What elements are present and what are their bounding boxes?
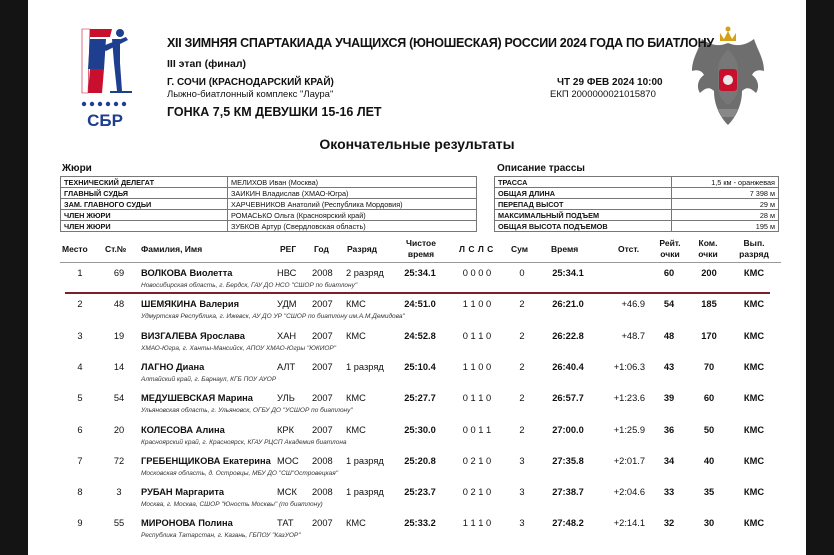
result-time: 27:35.8 bbox=[552, 455, 584, 466]
race-title: ГОНКА 7,5 КМ ДЕВУШКИ 15-16 ЛЕТ bbox=[167, 105, 382, 119]
result-rating: 43 bbox=[663, 361, 675, 372]
result-time: 27:38.7 bbox=[552, 487, 584, 498]
result-name: ВОЛКОВА Виолетта bbox=[141, 268, 233, 278]
course-value: 195 м bbox=[671, 221, 778, 232]
result-shooting: 0 2 1 0 bbox=[462, 487, 492, 498]
result-time: 26:21.0 bbox=[552, 299, 584, 310]
col-net-time-line2: время bbox=[407, 249, 435, 259]
result-shooting: 0 0 0 0 bbox=[462, 268, 492, 278]
result-place: 3 bbox=[77, 330, 83, 341]
result-net: 25:33.2 bbox=[404, 518, 436, 529]
result-shooting: 1 1 1 0 bbox=[462, 518, 492, 529]
result-place: 9 bbox=[77, 518, 83, 529]
course-value: 7 398 м bbox=[671, 188, 778, 199]
course-table bbox=[494, 176, 779, 232]
jury-row bbox=[61, 221, 477, 232]
result-team: 50 bbox=[703, 424, 715, 435]
result-team: 70 bbox=[703, 361, 715, 372]
course-key: ПЕРЕПАД ВЫСОТ bbox=[495, 199, 672, 210]
result-time: 26:57.7 bbox=[552, 393, 584, 404]
course-value: 1,5 км - оранжевая bbox=[671, 177, 778, 188]
result-behind: +1:23.6 bbox=[613, 393, 645, 404]
col-sum: Сум bbox=[511, 244, 529, 254]
result-rating: 36 bbox=[663, 424, 675, 435]
result-bib: 20 bbox=[113, 424, 125, 435]
result-club: Ульяновская область, г. Ульяновск, ОГБУ ДО "УСШОР по биатлону" bbox=[141, 407, 353, 415]
result-place: 7 bbox=[77, 455, 83, 466]
result-place: 4 bbox=[77, 361, 83, 372]
course-key: МАКСИМАЛЬНЫЙ ПОДЪЕМ bbox=[495, 210, 672, 221]
result-year: 2007 bbox=[312, 299, 333, 310]
header-divider bbox=[60, 262, 781, 263]
race-datetime: ЧТ 29 ФЕВ 2024 10:00 bbox=[557, 77, 663, 88]
result-club: Республика Татарстан, г. Казань, ГБПОУ "КазУОР" bbox=[141, 532, 301, 540]
col-time: Время bbox=[551, 244, 579, 254]
result-sum: 3 bbox=[519, 518, 525, 529]
result-bib: 54 bbox=[113, 393, 125, 404]
result-bib: 48 bbox=[113, 299, 125, 310]
col-team bbox=[695, 238, 721, 260]
result-behind: +2:04.6 bbox=[613, 487, 645, 498]
course-label: Описание трассы bbox=[497, 163, 585, 174]
result-net: 24:51.0 bbox=[404, 299, 436, 310]
result-team: 170 bbox=[701, 330, 717, 341]
result-bib: 69 bbox=[113, 268, 125, 278]
svg-text:СБР: СБР bbox=[87, 111, 123, 130]
venue-label: Лыжно-биатлонный комплекс "Лаура" bbox=[167, 89, 334, 100]
result-shooting: 0 1 1 0 bbox=[462, 393, 492, 404]
result-team: 185 bbox=[701, 299, 717, 310]
course-row bbox=[495, 188, 779, 199]
result-rating: 54 bbox=[663, 299, 675, 310]
course-row bbox=[495, 199, 779, 210]
col-result-line2: разряд bbox=[739, 249, 769, 259]
col-net-time bbox=[401, 238, 441, 260]
result-behind: +1:06.3 bbox=[613, 361, 645, 372]
result-sum: 3 bbox=[519, 455, 525, 466]
result-sum: 0 bbox=[519, 268, 525, 278]
result-rank: 1 разряд bbox=[346, 455, 384, 466]
result-bib: 55 bbox=[113, 518, 125, 529]
jury-table bbox=[60, 176, 477, 232]
course-row bbox=[495, 177, 779, 188]
jury-row bbox=[61, 188, 477, 199]
result-bib: 72 bbox=[113, 455, 125, 466]
result-net: 25:27.7 bbox=[404, 393, 436, 404]
result-bib: 19 bbox=[113, 330, 125, 341]
course-value: 29 м bbox=[671, 199, 778, 210]
jury-role: ТЕХНИЧЕСКИЙ ДЕЛЕГАТ bbox=[61, 177, 228, 188]
jury-label: Жюри bbox=[62, 163, 92, 174]
result-time: 26:22.8 bbox=[552, 330, 584, 341]
result-behind: +2:14.1 bbox=[613, 518, 645, 529]
result-year: 2007 bbox=[312, 424, 333, 435]
result-result: КМС bbox=[743, 518, 765, 529]
result-bib: 3 bbox=[116, 487, 122, 498]
result-name: ШЕМЯКИНА Валерия bbox=[141, 299, 239, 310]
result-behind: +48.7 bbox=[621, 330, 645, 341]
result-result: КМС bbox=[743, 393, 765, 404]
sbr-logo-icon bbox=[76, 25, 134, 130]
result-region: МСК bbox=[277, 487, 297, 498]
col-rank: Разряд bbox=[347, 244, 378, 254]
results-title: Окончательные результаты bbox=[319, 136, 515, 152]
col-result bbox=[737, 238, 771, 260]
result-result: КМС bbox=[743, 268, 765, 278]
result-name: РУБАН Маргарита bbox=[141, 487, 225, 498]
result-region: НВС bbox=[277, 268, 297, 278]
result-rating: 39 bbox=[663, 393, 675, 404]
event-title: XII ЗИМНЯЯ СПАРТАКИАДА УЧАЩИХСЯ (ЮНОШЕСКАЯ) РОССИИ 2024 ГОДА ПО БИАТЛОНУ bbox=[167, 36, 714, 50]
result-time: 26:40.4 bbox=[552, 361, 584, 372]
jury-row bbox=[61, 177, 477, 188]
result-shooting: 1 1 0 0 bbox=[462, 361, 492, 372]
results-sheet bbox=[28, 0, 806, 555]
result-rank: КМС bbox=[346, 393, 366, 404]
result-year: 2007 bbox=[312, 361, 333, 372]
result-rank: КМС bbox=[346, 424, 366, 435]
city-label: Г. СОЧИ (КРАСНОДАРСКИЙ КРАЙ) bbox=[167, 77, 334, 88]
col-region: РЕГ bbox=[280, 244, 297, 254]
result-net: 25:34.1 bbox=[404, 268, 436, 278]
col-result-line1: Вып. bbox=[743, 238, 765, 248]
col-rating-line2: очки bbox=[660, 249, 680, 259]
ekp-number: ЕКП 2000000021015870 bbox=[550, 89, 656, 100]
jury-row bbox=[61, 199, 477, 210]
result-shooting: 0 1 1 0 bbox=[462, 330, 492, 341]
result-year: 2008 bbox=[312, 487, 333, 498]
result-place: 1 bbox=[77, 268, 83, 278]
result-year: 2007 bbox=[312, 330, 333, 341]
result-region: ХАН bbox=[277, 330, 297, 341]
result-bib: 14 bbox=[113, 361, 125, 372]
col-shooting: Л С Л С bbox=[459, 244, 494, 254]
result-name: ВИЗГАЛЕВА Ярослава bbox=[141, 330, 245, 341]
result-net: 25:30.0 bbox=[404, 424, 436, 435]
result-sum: 2 bbox=[519, 361, 525, 372]
col-rating bbox=[657, 238, 683, 260]
col-behind: Отст. bbox=[618, 244, 640, 254]
result-year: 2008 bbox=[312, 268, 333, 278]
result-rank: КМС bbox=[346, 330, 366, 341]
result-place: 5 bbox=[77, 393, 83, 404]
result-club: Москва, г. Москва, СШОР "Юность Москвы" (по биатлону) bbox=[141, 501, 323, 509]
result-club: ХМАО-Югра, г. Ханты-Мансийск, АПОУ ХМАО-Югры "ЮКИОР" bbox=[141, 344, 337, 352]
result-region: ТАТ bbox=[277, 518, 294, 529]
result-rank: 1 разряд bbox=[346, 361, 384, 372]
result-rating: 34 bbox=[663, 455, 675, 466]
result-rank: КМС bbox=[346, 299, 366, 310]
col-name: Фамилия, Имя bbox=[141, 244, 203, 254]
col-rating-line1: Рейт. bbox=[659, 238, 681, 248]
course-row bbox=[495, 221, 779, 232]
result-time: 27:00.0 bbox=[552, 424, 584, 435]
result-rank: 2 разряд bbox=[346, 268, 384, 278]
result-result: КМС bbox=[743, 455, 765, 466]
result-behind: +1:25.9 bbox=[613, 424, 645, 435]
result-place: 6 bbox=[77, 424, 83, 435]
stage-label: III этап (финал) bbox=[167, 58, 247, 70]
course-row bbox=[495, 210, 779, 221]
result-rank: 1 разряд bbox=[346, 487, 384, 498]
result-club: Красноярский край, г. Красноярск, КГАУ РЦСП Академия биатлона bbox=[141, 438, 347, 446]
result-shooting: 0 0 1 1 bbox=[462, 424, 492, 435]
result-sum: 2 bbox=[519, 330, 525, 341]
result-rating: 48 bbox=[663, 330, 675, 341]
result-net: 24:52.8 bbox=[404, 330, 436, 341]
result-region: АЛТ bbox=[277, 361, 296, 372]
result-result: КМС bbox=[743, 424, 765, 435]
result-club: Новосибирская область, г. Бердск, ГАУ ДО НСО "СШОР по биатлону" bbox=[141, 282, 358, 289]
result-result: КМС bbox=[743, 361, 765, 372]
result-region: МОС bbox=[277, 455, 299, 466]
result-name: МИРОНОВА Полина bbox=[141, 518, 233, 529]
jury-role: ГЛАВНЫЙ СУДЬЯ bbox=[61, 188, 228, 199]
result-net: 25:23.7 bbox=[404, 487, 436, 498]
result-year: 2008 bbox=[312, 455, 333, 466]
result-region: УДМ bbox=[277, 299, 297, 310]
result-place: 8 bbox=[77, 487, 83, 498]
result-name: КОЛЕСОВА Алина bbox=[141, 424, 225, 435]
result-sum: 2 bbox=[519, 424, 525, 435]
col-year: Год bbox=[314, 244, 329, 254]
result-time: 25:34.1 bbox=[552, 268, 584, 278]
result-region: КРК bbox=[277, 424, 295, 435]
result-result: КМС bbox=[743, 487, 765, 498]
result-time: 27:48.2 bbox=[552, 518, 584, 529]
jury-role: ЗАМ. ГЛАВНОГО СУДЬИ bbox=[61, 199, 228, 210]
winner-divider bbox=[65, 292, 770, 294]
result-rating: 32 bbox=[663, 518, 675, 529]
course-key: ОБЩАЯ ДЛИНА bbox=[495, 188, 672, 199]
result-name: ЛАГНО Диана bbox=[141, 361, 205, 372]
result-net: 25:10.4 bbox=[404, 361, 436, 372]
result-name: ГРЕБЕНЩИКОВА Екатерина bbox=[141, 455, 271, 466]
jury-name: ХАРЧЕВНИКОВ Анатолий (Республика Мордовия) bbox=[228, 199, 477, 210]
jury-role: ЧЛЕН ЖЮРИ bbox=[61, 210, 228, 221]
result-shooting: 0 2 1 0 bbox=[462, 455, 492, 466]
result-club: Алтайский край, г. Барнаул, КГБ ПОУ АУОР bbox=[141, 375, 277, 383]
result-rating: 33 bbox=[663, 487, 675, 498]
result-net: 25:20.8 bbox=[404, 455, 436, 466]
result-year: 2007 bbox=[312, 518, 333, 529]
result-name: МЕДУШЕВСКАЯ Марина bbox=[141, 393, 253, 404]
course-key: ТРАССА bbox=[495, 177, 672, 188]
col-bib: Ст.№ bbox=[105, 244, 127, 254]
course-key: ОБЩАЯ ВЫСОТА ПОДЪЕМОВ bbox=[495, 221, 672, 232]
course-value: 28 м bbox=[671, 210, 778, 221]
result-rating: 60 bbox=[663, 268, 675, 278]
jury-role: ЧЛЕН ЖЮРИ bbox=[61, 221, 228, 232]
jury-name: ЗАИКИН Владислав (ХМАО-Югра) bbox=[228, 188, 477, 199]
result-sum: 2 bbox=[519, 299, 525, 310]
jury-name: МЕЛИХОВ Иван (Москва) bbox=[228, 177, 477, 188]
col-net-time-line1: Чистое bbox=[406, 238, 436, 248]
result-team: 60 bbox=[703, 393, 715, 404]
jury-name: РОМАСЬКО Ольга (Красноярский край) bbox=[228, 210, 477, 221]
result-rank: КМС bbox=[346, 518, 366, 529]
col-place: Место bbox=[62, 244, 88, 254]
col-team-line1: Ком. bbox=[698, 238, 718, 248]
jury-row bbox=[61, 210, 477, 221]
result-club: Удмуртская Республика, г. Ижевск, АУ ДО УР "СШОР по биатлону им.А.М.Демидова" bbox=[141, 313, 405, 321]
result-result: КМС bbox=[743, 299, 765, 310]
result-behind: +46.9 bbox=[621, 299, 645, 310]
result-team: 40 bbox=[703, 455, 715, 466]
result-sum: 2 bbox=[519, 393, 525, 404]
result-region: УЛЬ bbox=[277, 393, 295, 404]
result-shooting: 1 1 0 0 bbox=[462, 299, 492, 310]
result-team: 30 bbox=[703, 518, 715, 529]
result-place: 2 bbox=[77, 299, 83, 310]
result-sum: 3 bbox=[519, 487, 525, 498]
result-team: 35 bbox=[703, 487, 715, 498]
result-result: КМС bbox=[743, 330, 765, 341]
col-team-line2: очки bbox=[698, 249, 718, 259]
result-behind: +2:01.7 bbox=[613, 455, 645, 466]
result-year: 2007 bbox=[312, 393, 333, 404]
result-club: Московская область, д. Островцы, МБУ ДО "СШ"Островецкая" bbox=[141, 469, 339, 477]
result-team: 200 bbox=[701, 268, 717, 278]
jury-name: ЗУБКОВ Артур (Свердловская область) bbox=[228, 221, 477, 232]
